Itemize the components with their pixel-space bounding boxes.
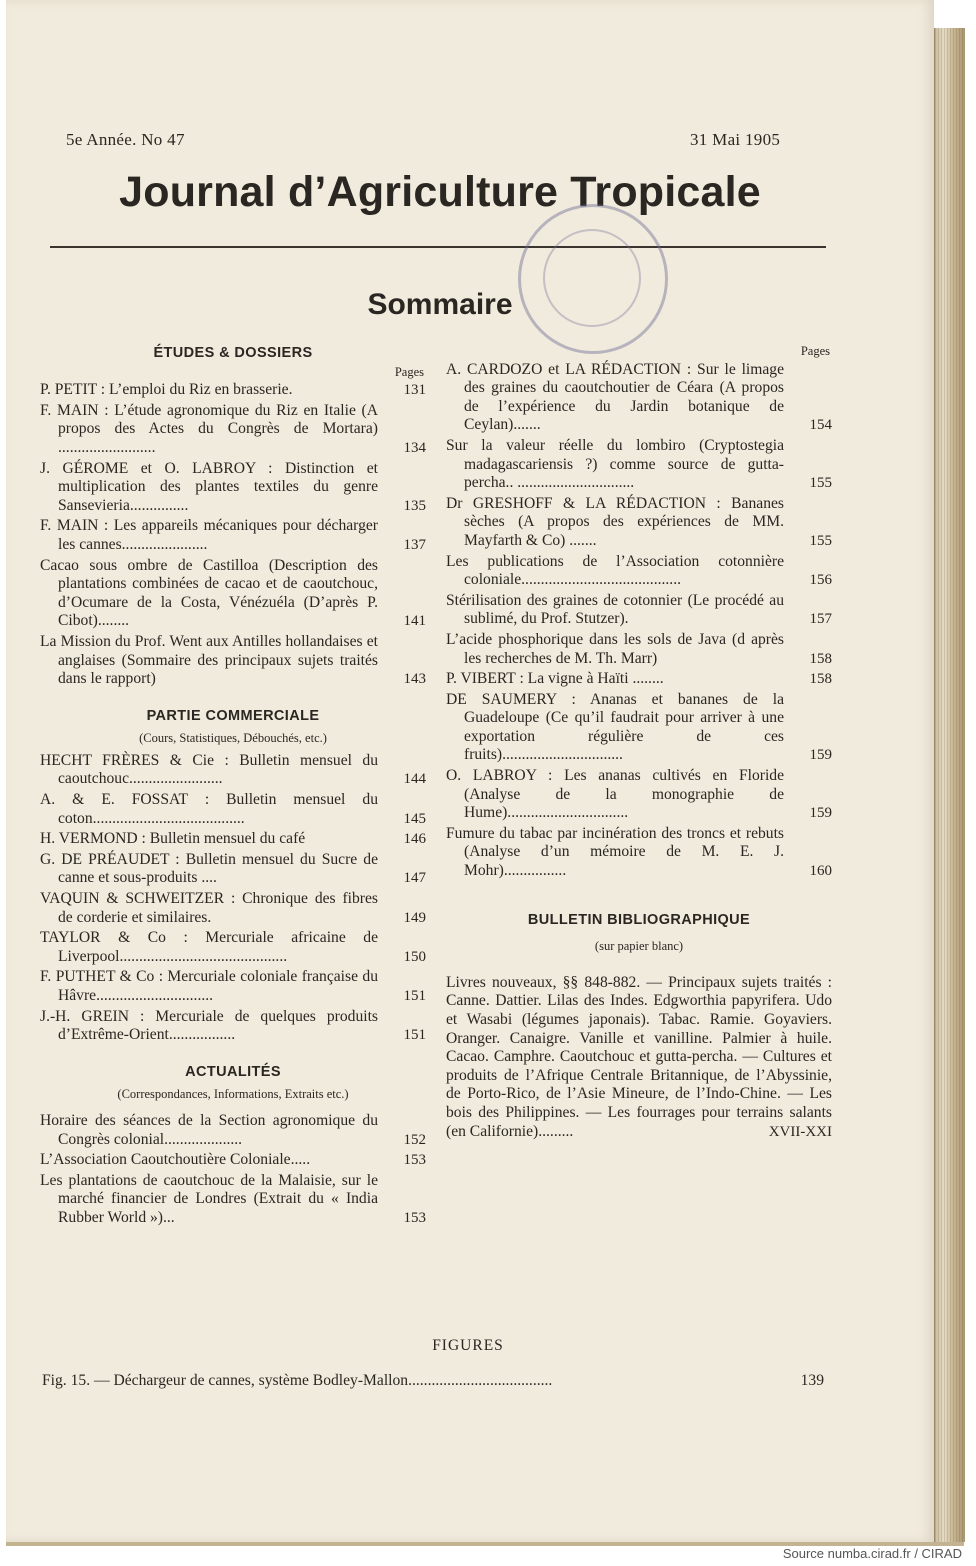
- toc-entry-page: 159: [809, 747, 832, 764]
- toc-entry-text: Sur la valeur réelle du lombiro (Cryptostegia madagascariensis ?) comme source de gutta-percha.. ..............................: [446, 436, 784, 492]
- toc-entry-page: 131: [403, 382, 426, 399]
- toc-entry-text: O. LABROY : Les ananas cultivés en Floride (Analyse de la monographie de Hume)...............................: [446, 767, 784, 822]
- toc-entry: [40, 791, 426, 828]
- toc-entry: [446, 825, 832, 881]
- toc-entry-page: 149: [403, 909, 426, 926]
- toc-entry: [446, 495, 832, 551]
- bulletin-entry-text: Livres nouveaux, §§ 848-882. — Principaux sujets traités : Canne. Dattier. Lilas des Indes. Edgworthia papyrifera. Udo et Wasabi (légumes japonais). Tabac. Ramie. Goyaviers. Oranger. Canaigre. Vanille et vanilline. Palmier à huile. Cacao. Camphre. Caoutchouc et gutta-percha. — Cultures et produits de l’Afrique Centrale Britannique, de l’Abyssinie, de Porto-Rico, de l’Asie Mineure, de l’Indo-Chine. — Les bois des Philippines. — Les fourrages pour terrains salants (en Californie).........: [446, 973, 832, 1140]
- section-heading-bulletin: BULLETIN BIBLIOGRAPHIQUE: [527, 911, 751, 928]
- figure-entry: [42, 1372, 824, 1390]
- toc-entry-text: Les publications de l’Association cotonnière coloniale.........................................: [446, 552, 784, 589]
- toc-entry-text: H. VERMOND : Bulletin mensuel du café: [40, 830, 306, 848]
- toc-entry-page: 145: [403, 810, 426, 827]
- title-rule: [50, 246, 826, 248]
- toc-entry: [40, 633, 426, 689]
- toc-entry: [40, 557, 426, 631]
- toc-entry-text: Dr GRESHOFF & LA RÉDACTION : Bananes sèches (A propos des expériences de MM. Mayfarth & Co) .......: [446, 494, 784, 549]
- toc-entry: [40, 752, 426, 789]
- toc-entry-text: Cacao sous ombre de Castilloa (Description des plantations combinées de cacao et de caoutchouc, d’Ocumare de la Costa, Vénézuéla (D’après P. Cibot)........: [40, 556, 378, 630]
- toc-entry-page: 157: [809, 611, 832, 628]
- toc-entry-text: L’Association Caoutchoutière Coloniale.....: [40, 1151, 311, 1169]
- toc-entry-page: 156: [809, 572, 832, 589]
- toc-entry: [446, 670, 832, 689]
- right-entries: [446, 361, 832, 881]
- toc-entry-text: J. GÉROME et O. LABROY : Distinction et multiplication des plantes textiles du genre Sansevieria...............: [40, 459, 378, 514]
- toc-entry-page: 160: [809, 863, 832, 880]
- issue-number: 5e Année. No 47: [66, 130, 185, 149]
- toc-entry-page: 147: [403, 870, 426, 887]
- toc-entry-text: VAQUIN & SCHWEITZER : Chronique des fibres de corderie et similaires.: [40, 890, 378, 926]
- toc-entry-text: HECHT FRÈRES & Cie : Bulletin mensuel du caoutchouc........................: [40, 751, 378, 788]
- toc-entry-page: 151: [403, 1027, 426, 1044]
- toc-entry-page: 146: [403, 831, 426, 848]
- toc-entry: [446, 437, 832, 493]
- toc-entry-text: Stérilisation des graines de cotonnier (Le procédé au sublimé, du Prof. Stutzer).: [446, 591, 784, 628]
- toc-entry-page: 135: [403, 497, 426, 514]
- toc-entry-page: 141: [403, 613, 426, 630]
- toc-entry: [40, 1172, 426, 1228]
- toc-entry: [446, 767, 832, 823]
- toc-entry: [40, 517, 426, 554]
- toc-entry-page: 154: [809, 417, 832, 434]
- library-stamp-inner: [543, 229, 641, 327]
- toc-entry-text: F. PUTHET & Co : Mercuriale coloniale française du Hâvre..............................: [40, 968, 378, 1004]
- toc-entry: [40, 929, 426, 966]
- toc-entry-text: DE SAUMERY : Ananas et bananes de la Guadeloupe (Ce qu’il faudrait pour arriver à une exportation régulière de ces fruits)...............................: [446, 690, 784, 764]
- toc-entry-text: A. CARDOZO et LA RÉDACTION : Sur le limage des graines du caoutchoutier de Céara (A propos de l’expérience du Jardin botanique de Ceylan).......: [446, 360, 784, 434]
- toc-entry-page: 134: [403, 439, 426, 456]
- toc-entry: [40, 851, 426, 888]
- toc-entry-page: 152: [403, 1131, 426, 1148]
- library-stamp: [518, 204, 668, 354]
- toc-entry: [446, 592, 832, 629]
- toc-entry: [446, 691, 832, 765]
- toc-entry-text: Les plantations de caoutchouc de la Malaisie, sur le marché financier de Londres (Extrait du « India Rubber World »)...: [40, 1171, 378, 1226]
- section-heading-etudes: ÉTUDES & DOSSIERS: [153, 345, 313, 361]
- toc-entry: [40, 402, 426, 458]
- journal-title: Journal d’Agriculture Tropicale: [119, 168, 761, 216]
- section-heading-actualites: ACTUALITÉS: [185, 1063, 281, 1080]
- source-credit: Source numba.cirad.fr / CIRAD: [782, 1546, 962, 1561]
- section-subheading-bulletin: (sur papier blanc): [594, 939, 684, 954]
- toc-entry-page: 151: [403, 988, 426, 1004]
- section-subheading-actualites: (Correspondances, Informations, Extraits etc.): [117, 1087, 349, 1102]
- bulletin-entry-page: XVII-XXI: [765, 1123, 832, 1142]
- actualites-entries: [40, 1112, 426, 1228]
- toc-entry-text: J.-H. GREIN : Mercuriale de quelques produits d’Extrême-Orient.................: [40, 1007, 378, 1044]
- figure-entry-text: Fig. 15. — Déchargeur de cannes, système Bodley-Mallon.....................................: [42, 1372, 553, 1389]
- toc-entry-page: 155: [809, 532, 832, 549]
- toc-entry-page: 153: [403, 1152, 426, 1169]
- toc-entry-text: TAYLOR & Co : Mercuriale africaine de Liverpool...........................................: [40, 929, 378, 965]
- toc-entry: [40, 1008, 426, 1045]
- toc-entry: [40, 890, 426, 927]
- page-edge-stack: [934, 28, 965, 1542]
- toc-entry-page: 144: [403, 771, 426, 788]
- toc-entry-text: Horaire des séances de la Section agronomique du Congrès colonial....................: [40, 1111, 378, 1148]
- toc-entry-page: 158: [809, 671, 832, 688]
- pages-label: Pages: [394, 364, 424, 379]
- toc-entry-text: Fumure du tabac par incinération des troncs et rebuts (Analyse d’un mémoire de M. E. J. Mohr)................: [446, 824, 784, 880]
- pages-label-right: Pages: [800, 344, 830, 358]
- toc-entry: [40, 830, 426, 849]
- toc-entry-text: F. MAIN : L’étude agronomique du Riz en Italie (A propos des Actes du Congrès de Mortara) .........................: [40, 401, 378, 456]
- commerciale-entries: [40, 752, 426, 1045]
- toc-entry-page: 153: [403, 1209, 426, 1226]
- toc-right-column: [446, 342, 832, 1143]
- toc-left-column: [40, 344, 426, 1230]
- section-subheading-commerciale: (Cours, Statistiques, Débouchés, etc.): [139, 731, 327, 746]
- toc-entry-text: P. PETIT : L’emploi du Riz en brasserie.: [40, 381, 293, 399]
- toc-entry-text: La Mission du Prof. Went aux Antilles hollandaises et anglaises (Sommaire des principaux sujets traités dans le rapport): [40, 632, 378, 688]
- toc-entry-text: P. VIBERT : La vigne à Haïti ........: [446, 670, 664, 688]
- toc-entry-page: 143: [403, 671, 426, 688]
- toc-entry: [446, 361, 832, 435]
- toc-entry: [40, 968, 426, 1005]
- issue-date: 31 Mai 1905: [690, 130, 781, 149]
- toc-entry-text: L’acide phosphorique dans les sols de Java (d après les recherches de M. Th. Marr): [446, 630, 784, 667]
- figure-entry-page: 139: [800, 1372, 824, 1389]
- section-heading-commerciale: PARTIE COMMERCIALE: [146, 707, 320, 724]
- toc-entry: [40, 381, 426, 400]
- toc-entry-page: 159: [809, 805, 832, 822]
- toc-entry-page: 158: [809, 650, 832, 667]
- bulletin-entry: [446, 974, 832, 1141]
- toc-entry-page: 137: [403, 536, 426, 553]
- toc-entry-page: 150: [403, 948, 426, 965]
- etudes-entries: [40, 381, 426, 689]
- toc-entry: [40, 460, 426, 516]
- toc-entry-text: A. & E. FOSSAT : Bulletin mensuel du coton.......................................: [40, 791, 378, 827]
- toc-entry: [40, 1151, 426, 1170]
- toc-entry-text: G. DE PRÉAUDET : Bulletin mensuel du Sucre de canne et sous-produits ....: [40, 850, 378, 887]
- toc-entry-text: F. MAIN : Les appareils mécaniques pour décharger les cannes......................: [40, 517, 378, 553]
- toc-entry: [446, 631, 832, 668]
- sommaire-heading: Sommaire: [367, 288, 513, 321]
- toc-entry-page: 155: [809, 475, 832, 492]
- figures-heading: FIGURES: [432, 1337, 504, 1354]
- toc-entry: [446, 553, 832, 590]
- toc-entry: [40, 1112, 426, 1149]
